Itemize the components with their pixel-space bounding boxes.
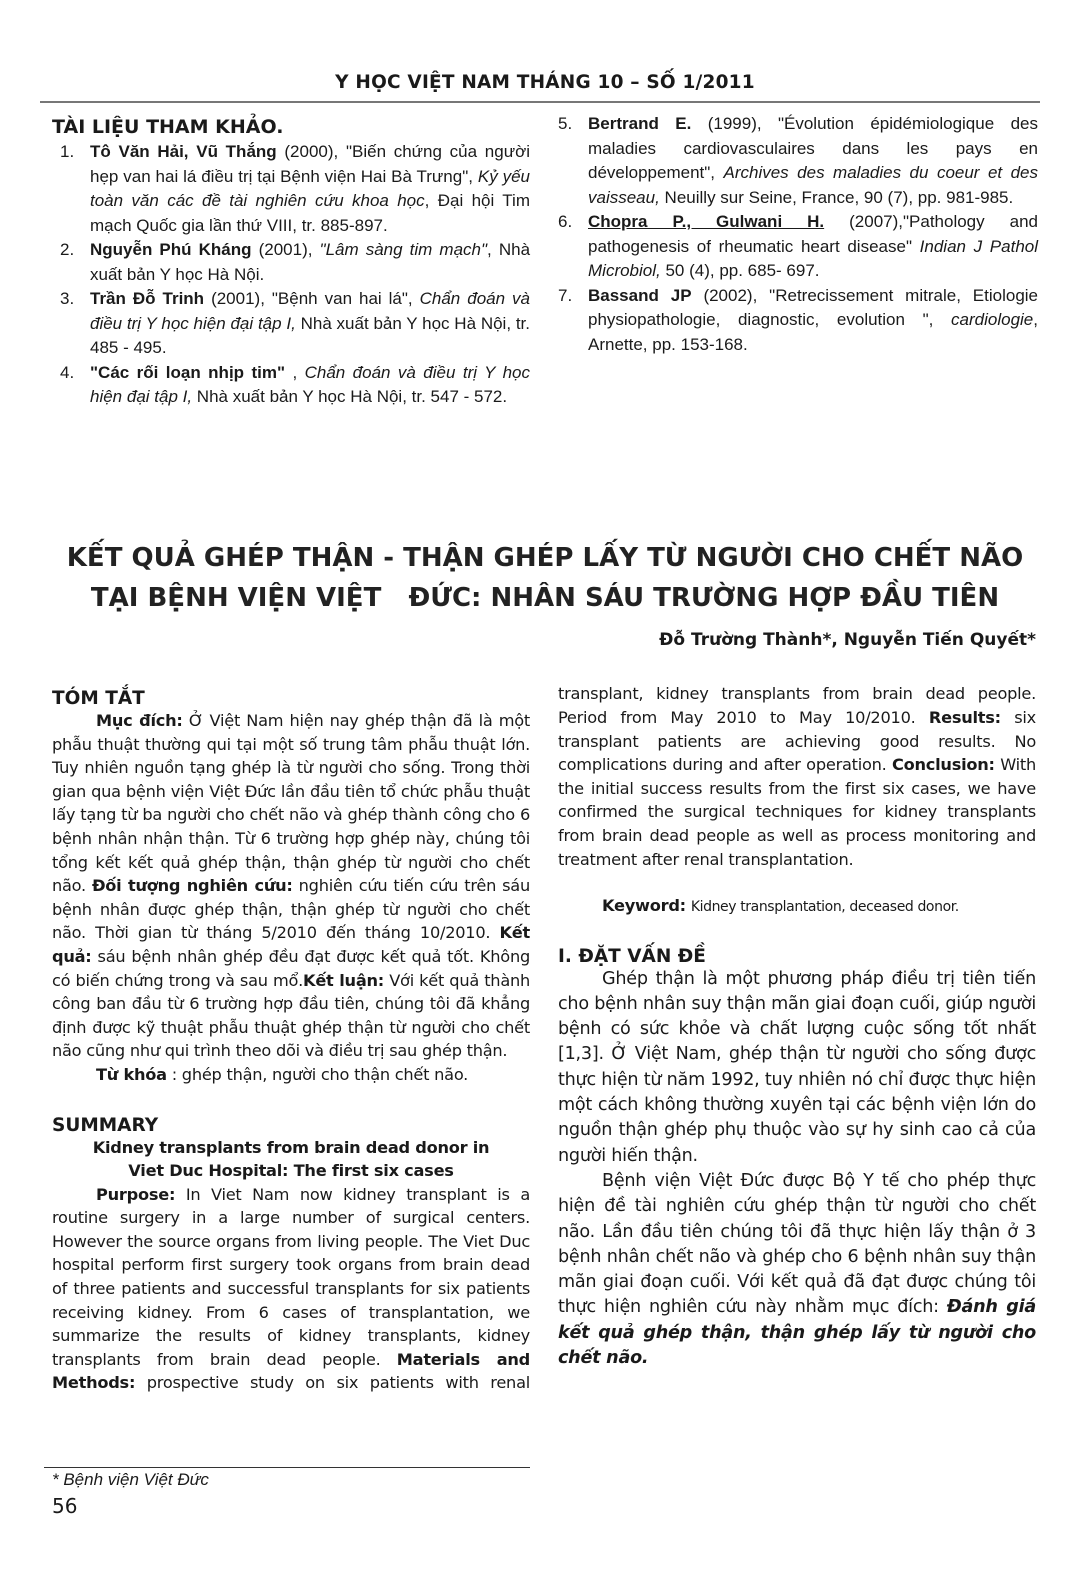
text-run: With the initial success results from the first six cases, we have confirmed the surgical techniques for kidney transplants from brain dead people as well as process monitoring and treatment after renal transplantation. <box>558 755 1036 869</box>
reference-text <box>90 361 530 410</box>
text-run: Ghép thận là một phương pháp điều trị tiên tiến cho bệnh nhân suy thận mãn giai đoạn cuối, giúp người bệnh có sức khỏe và chất lượng cuộc sống tốt nhất [1,3]. Ở Việt Nam, ghép thận từ người cho sống được thực hiện từ năm 1992, tuy nhiên nó chỉ được thực hiện một cách không thường xuyên tại các bệnh viện lớn do nguồn thận ghép phụ thuộc vào sự hy sinh cao cả của người hiến thận. <box>558 968 1036 1166</box>
emphasis-run: cardiologie <box>951 310 1034 329</box>
text-run: six transplant patients are achieving good results. No complications during and after operation. <box>558 707 1036 775</box>
reference-item <box>550 112 1038 210</box>
text-run: (2007),"Pathology and pathogenesis of rheumatic heart disease" <box>588 212 1038 256</box>
reference-number: 1. <box>60 142 75 161</box>
keywords-vi <box>52 1063 530 1087</box>
emphasis-run: Kỷ yếu toàn văn các đề tài nghiên cứu khoa học <box>90 166 530 210</box>
text-run: Nhà xuất bản Y học Hà Nội, tr. 547 - 572. <box>192 387 508 406</box>
section-1-paragraph-2 <box>558 1169 1036 1371</box>
emphasis-run: Keyword: <box>602 896 686 915</box>
section-1-paragraph-1 <box>558 967 1036 1169</box>
emphasis-run: Conclusion: <box>892 755 995 775</box>
emphasis-run: Kidney transplantation, deceased donor. <box>690 899 959 915</box>
emphasis-run: Đối tượng nghiên cứu: <box>91 876 293 896</box>
reference-text <box>588 112 1038 210</box>
emphasis-run: Materials and Methods: <box>52 1349 530 1393</box>
summary-paragraph-continued <box>558 682 1036 871</box>
references-right <box>550 112 1038 357</box>
text-run: nghiên cứu tiến cứu trên sáu bệnh nhân được ghép thận, thận ghép từ người cho chết não. Thời gian từ tháng 5/2010 đến tháng 10/2010. <box>52 876 530 943</box>
right-column <box>558 682 1036 1371</box>
reference-item <box>52 140 530 238</box>
summary-paragraph <box>52 1183 530 1395</box>
text-run: (2000), "Biến chứng của người hẹp van hai lá điều trị tại Bệnh viện Hai Bà Trưng", <box>90 142 531 186</box>
reference-text <box>588 210 1038 284</box>
abstract-paragraph <box>52 709 530 1063</box>
emphasis-run: "Lâm sàng tim mạch" <box>319 240 488 259</box>
reference-text <box>90 140 530 238</box>
emphasis-run: Đánh giá kết quả ghép thận, thận ghép lấy từ người cho chết não. <box>558 1297 1036 1369</box>
text-run: prospective study on six patients with renal <box>146 1373 530 1393</box>
text-run: Neuilly sur Seine, France, 90 (7), pp. 981-985. <box>659 187 1014 207</box>
summary-title-2: Viet Duc Hospital: The first six cases <box>128 1161 454 1181</box>
emphasis-run: Bassand JP <box>588 285 692 305</box>
text-run: Với kết quả thành công ban đầu từ 6 trường hợp đầu tiên, chúng tôi đã khẳng định được kỹ thuật phẫu thuật ghép thận từ người cho chết não cũng như qui trình theo dõi và điều trị sau ghép thận. <box>52 970 531 1061</box>
text-run: , Nhà xuất bản Y học Hà Nội. <box>90 240 531 284</box>
references-left <box>52 116 530 410</box>
text-run: (2002), "Retrecissement mitrale, Etiologie physiopathologie, diagnostic, evolution ", <box>588 285 1039 329</box>
reference-number: 4. <box>60 362 75 382</box>
page-number: 56 <box>52 1494 78 1518</box>
section-1-heading: I. ĐẶT VẤN ĐỀ <box>558 945 706 967</box>
footnote-rule <box>44 1467 530 1468</box>
emphasis-run: Chẩn đoán và điều trị Y học hiện đại tập I, <box>90 289 530 333</box>
reference-text <box>90 238 530 287</box>
journal-header: Y HỌC VIỆT NAM THÁNG 10 – SỐ 1/2011 <box>335 72 755 93</box>
left-column <box>52 688 530 1395</box>
emphasis-run: "Các rối loạn nhịp tim" <box>90 362 286 382</box>
emphasis-run: Archives des maladies du coeur et des vaisseau, <box>588 163 1039 207</box>
text-run: Nhà xuất bản Y học Hà Nội, tr. 485 - 495. <box>90 313 531 357</box>
reference-text <box>90 287 530 361</box>
reference-number: 7. <box>558 285 573 305</box>
reference-number: 3. <box>60 289 75 308</box>
reference-number: 5. <box>558 114 573 133</box>
reference-item <box>52 361 530 410</box>
text-run: In Viet Nam now kidney transplant is a routine surgery in a large number of surgical centers. However the source organs from living people. The Viet Duc hospital perform first surgery took organs from brain dead of three patients and successful transplants for six patients receiving kidney. From 6 cases of transplantation, we summarize the results of kidney transplants, kidney transplants from brain dead people. <box>52 1184 530 1369</box>
emphasis-run: Indian J Pathol Microbiol, <box>588 236 1039 280</box>
emphasis-run: Tô Văn Hải, Vũ Thắng <box>90 142 277 161</box>
text-run: Ở Việt Nam hiện nay ghép thận đã là một phẫu thuật thường qui tại một số trung tâm phẫu thuật lớn. Tuy nhiên nguồn tạng ghép là từ người cho sống. Trong thời gian qua bệnh viện Việt Đức lần đầu tiên tổ chức phẫu thuật lấy tạng từ ba người cho chết não và ghép thành công cho 6 bệnh nhân nhận thận. Từ 6 trường hợp ghép này, chúng tôi tổng kết kết quả ghép thận, thận ghép từ người cho chết não. <box>52 711 530 896</box>
emphasis-run: Trần Đỗ Trinh <box>90 289 205 308</box>
summary-heading: SUMMARY <box>52 1114 159 1136</box>
text-run: (2001), "Bệnh van hai lá", <box>211 289 420 308</box>
text-run: , Đại hội Tim mạch Quốc gia lần thứ VIII, tr. 885-897. <box>90 191 530 235</box>
abstract-heading: TÓM TẮT <box>52 688 145 709</box>
reference-item <box>550 210 1038 284</box>
text-run: transplant, kidney transplants from brain dead people. Period from May 2010 to May 10/2010. <box>558 684 1036 727</box>
emphasis-run: Chopra P., Gulwani H. <box>588 212 825 231</box>
text-run: : ghép thận, người cho thận chết não. <box>171 1064 469 1084</box>
header-rule <box>40 101 1040 103</box>
emphasis-run: Results: <box>928 707 1001 727</box>
text-run: , Arnette, pp. 153-168. <box>588 310 1038 354</box>
text-run: 50 (4), pp. 685- 697. <box>660 261 820 280</box>
reference-item <box>52 238 530 287</box>
reference-item <box>52 287 530 361</box>
emphasis-run: Mục đích: <box>96 711 183 730</box>
emphasis-run: Kết quả: <box>52 923 530 966</box>
article-title-line-2: TẠI BỆNH VIỆN VIỆT ĐỨC: NHÂN SÁU TRƯỜNG HỢP ĐẦU TIÊN <box>90 583 1000 613</box>
footnote: * Bệnh viện Việt Đức <box>52 1470 209 1489</box>
emphasis-run: Nguyễn Phú Kháng <box>90 240 252 259</box>
article-title-line-1: KẾT QUẢ GHÉP THẬN - THẬN GHÉP LẤY TỪ NGƯỜI CHO CHẾT NÃO <box>66 543 1024 573</box>
references-heading: TÀI LIỆU THAM KHẢO. <box>52 116 284 138</box>
reference-text <box>588 284 1038 358</box>
emphasis-run: Purpose: <box>96 1184 176 1204</box>
emphasis-run: Từ khóa <box>96 1064 167 1084</box>
emphasis-run: Bertrand E. <box>588 114 692 133</box>
text-run: (2001), <box>258 240 320 259</box>
text-run: (1999), "Évolution épidémiologique des maladies cardiovasculaires dans les pays en développement", <box>588 114 1038 182</box>
article-authors: Đỗ Trường Thành*, Nguyễn Tiến Quyết* <box>659 630 1036 650</box>
text-run: Bệnh viện Việt Đức được Bộ Y tế cho phép thực hiện đề tài nghiên cứu ghép thận từ người cho chết não. Lần đầu tiên chúng tôi đã thực hiện lấy thận ở 3 bệnh nhân chết não và ghép cho 6 bệnh nhân suy thận mãn giai đoạn cuối. Với kết quả đã đạt được chúng tôi thực hiện nghiên cứu này nhằm mục đích: <box>558 1170 1036 1318</box>
text-run: , <box>292 362 305 382</box>
emphasis-run: Chẩn đoán và điều trị Y học hiện đại tập I, <box>90 362 530 406</box>
summary-continued <box>558 682 1036 894</box>
text-run: sáu bệnh nhân ghép đều đạt được kết quả tốt. Không có biến chứng trong và sau mổ. <box>52 946 530 990</box>
keywords-en <box>558 894 1036 920</box>
reference-number: 2. <box>60 240 75 259</box>
emphasis-run: Kết luận: <box>303 970 384 990</box>
summary-title-1: Kidney transplants from brain dead donor in <box>92 1137 490 1157</box>
reference-number: 6. <box>558 212 573 231</box>
reference-item <box>550 284 1038 358</box>
